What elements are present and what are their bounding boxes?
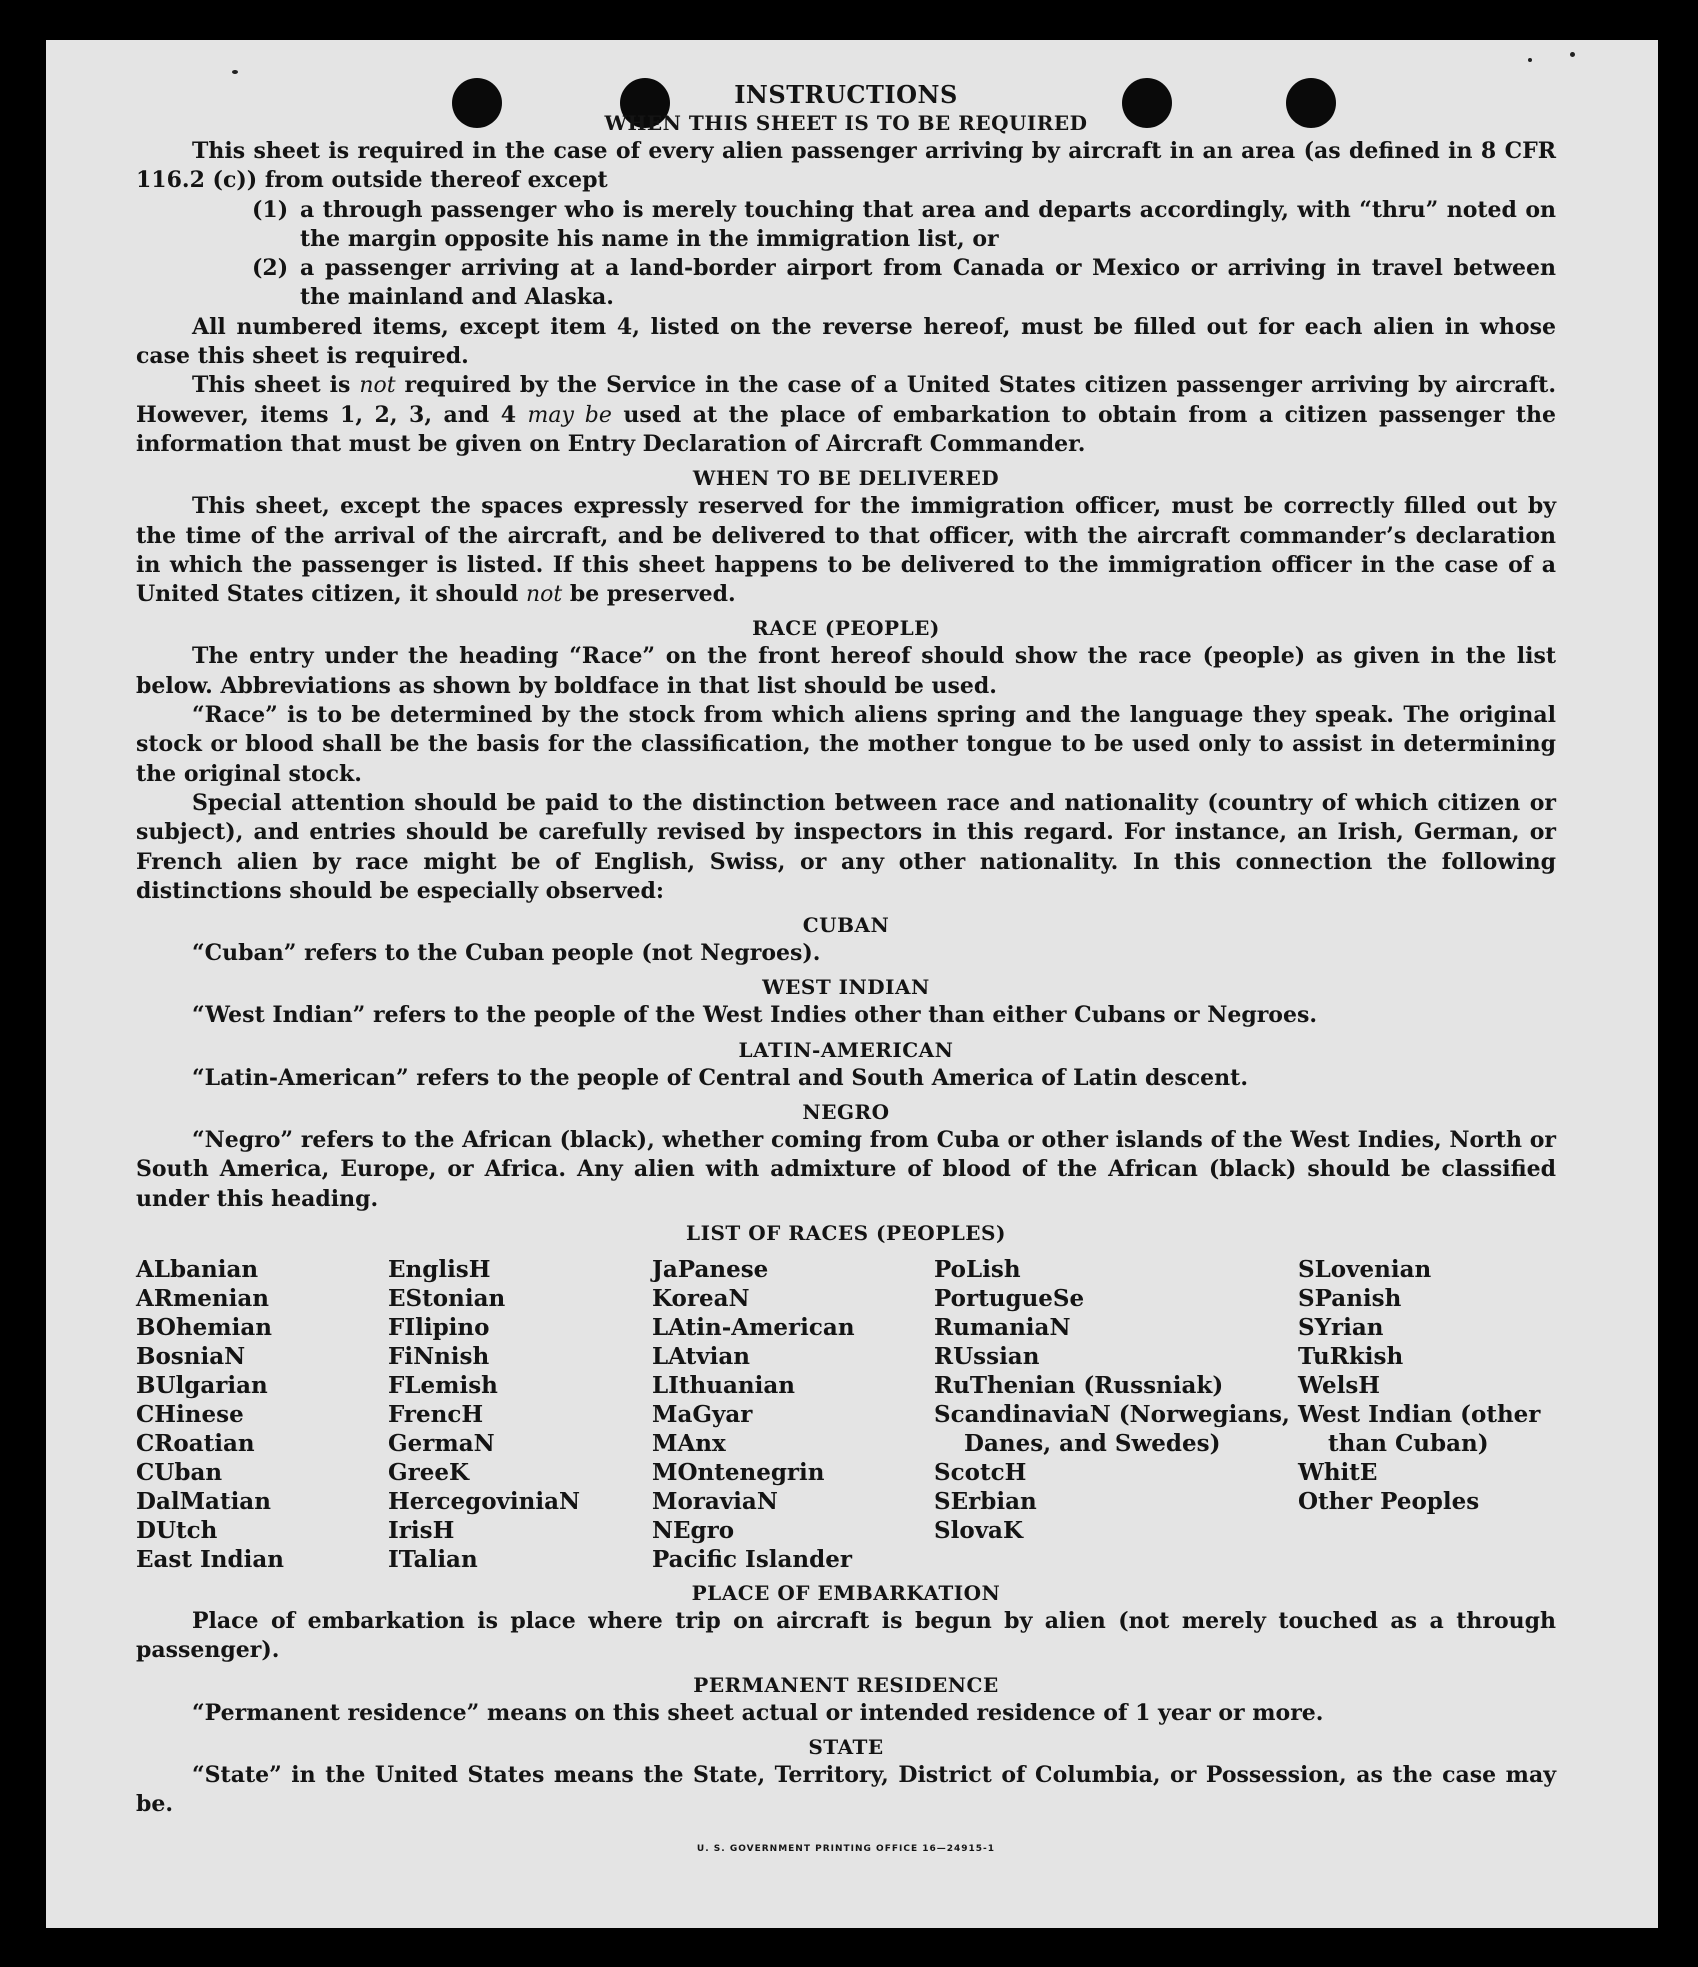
list-item: SLovenian: [1298, 1255, 1432, 1283]
delivered-text: This sheet, except the spaces expressly reserved for the immigration officer, must be correctly filled out by the time of the arrival of the aircraft, and be delivered to that officer, with the aircraft commander’s declaration in which the passenger is listed. If this sheet happens to be delivered to the immigration officer in the case of a United States citizen, it should not be preserved.: [136, 493, 1556, 608]
list-item: CHinese: [136, 1400, 244, 1428]
list-item: (1) a through passenger who is merely touching that area and departs accordingly, with “thru” noted on the margin opposite his name in the immigration list, or: [252, 196, 1556, 252]
list-item: MOntenegrin: [652, 1458, 825, 1486]
list-item: East Indian: [136, 1545, 284, 1573]
race-para1: The entry under the heading “Race” on the front hereof should show the race (people) as given in the list below. Abbreviations as shown by boldface in that list should be used.: [136, 643, 1556, 699]
residence-text: “Permanent residence” means on this sheet actual or intended residence of 1 year or more.: [192, 1699, 1324, 1726]
list-item: RUssian: [934, 1342, 1040, 1370]
section-heading-delivered: WHEN TO BE DELIVERED: [692, 466, 1000, 491]
list-item: LAtvian: [652, 1342, 750, 1370]
page-title: INSTRUCTIONS: [734, 80, 958, 109]
race-para2: “Race” is to be determined by the stock from which aliens spring and the language they speak. The original stock or blood shall be the basis for the classification, the mother tongue to be used only to assist in determining the original stock.: [136, 702, 1556, 787]
speck: [1570, 52, 1575, 57]
section-heading-residence: PERMANENT RESIDENCE: [693, 1672, 999, 1697]
races-column: [1298, 1255, 1556, 1574]
section-heading-west-indian: WEST INDIAN: [762, 975, 930, 1000]
list-item: West Indian (other than Cuban): [1298, 1400, 1541, 1457]
list-item: LIthuanian: [652, 1371, 795, 1399]
instructions-body: [136, 80, 1556, 1865]
west-indian-text: “West Indian” refers to the people of the West Indies other than either Cubans or Negroes.: [192, 1002, 1318, 1029]
section-heading-embarkation: PLACE OF EMBARKATION: [691, 1580, 1001, 1605]
list-item: GreeK: [388, 1458, 470, 1486]
list-item: DUtch: [136, 1516, 218, 1544]
races-column: [652, 1255, 934, 1574]
list-item: ITalian: [388, 1545, 478, 1573]
list-item: RuThenian (Russniak): [934, 1371, 1224, 1399]
list-item: GermaN: [388, 1429, 495, 1457]
list-item: EStonian: [388, 1284, 506, 1312]
list-item: ARmenian: [136, 1284, 270, 1312]
list-item: IrisH: [388, 1516, 455, 1544]
list-item: NEgro: [652, 1516, 735, 1544]
required-intro: This sheet is required in the case of every alien passenger arriving by aircraft in an area (as defined in 8 CFR 116.2 (c)) from outside thereof except: [136, 138, 1556, 194]
list-item: ALbanian: [136, 1255, 259, 1283]
document-page: [46, 40, 1658, 1928]
section-heading-required: WHEN THIS SHEET IS TO BE REQUIRED: [604, 111, 1088, 135]
races-column: [136, 1255, 388, 1574]
section-heading-list-of-races: LIST OF RACES (PEOPLES): [686, 1220, 1006, 1245]
list-item: FIlipino: [388, 1313, 490, 1341]
races-column: [388, 1255, 652, 1574]
list-item: MAnx: [652, 1429, 726, 1457]
list-item: FrencH: [388, 1400, 484, 1428]
list-item: DalMatian: [136, 1487, 271, 1515]
list-item: ScandinaviaN (Norwegians, Danes, and Swedes): [934, 1400, 1290, 1457]
list-item: JaPanese: [652, 1255, 769, 1283]
speck: [232, 70, 238, 74]
list-item: PortugueSe: [934, 1284, 1085, 1312]
list-item: BUlgarian: [136, 1371, 268, 1399]
list-item: FLemish: [388, 1371, 498, 1399]
list-item: LAtin-American: [652, 1313, 855, 1341]
list-item: FiNnish: [388, 1342, 490, 1370]
list-item: Other Peoples: [1298, 1487, 1480, 1515]
list-item: RumaniaN: [934, 1313, 1071, 1341]
section-heading-negro: NEGRO: [802, 1100, 890, 1125]
list-item: HercegoviniaN: [388, 1487, 581, 1515]
cuban-text: “Cuban” refers to the Cuban people (not Negroes).: [192, 940, 821, 967]
races-list: [136, 1255, 1556, 1574]
speck: [1528, 58, 1532, 62]
list-item: CUban: [136, 1458, 223, 1486]
list-item: WhitE: [1298, 1458, 1378, 1486]
state-text: “State” in the United States means the State, Territory, District of Columbia, or Possession, as the case may be.: [136, 1761, 1556, 1818]
section-heading-cuban: CUBAN: [802, 913, 890, 938]
list-item: TuRkish: [1298, 1342, 1404, 1370]
race-para3: Special attention should be paid to the distinction between race and nationality (country of which citizen or subject), and entries should be carefully revised by inspectors in this regard. For instance, an Irish, German, or French alien by race might be of English, Swiss, or any other nationality. In this connection the following distinctions should be especially observed:: [136, 789, 1556, 904]
list-item: BOhemian: [136, 1313, 272, 1341]
section-heading-state: STATE: [808, 1734, 884, 1759]
list-item: KoreaN: [652, 1284, 750, 1312]
list-item: Pacific Islander: [652, 1545, 852, 1573]
list-item: SlovaK: [934, 1516, 1023, 1544]
required-para3: This sheet is not required by the Service in the case of a United States citizen passenger arriving by aircraft. However, items 1, 2, 3, and 4 may be used at the place of embarkation to obtain from a citizen passenger the information that must be given on Entry Declaration of Aircraft Commander.: [136, 372, 1556, 457]
list-item: EnglisH: [388, 1255, 491, 1283]
required-para2: All numbered items, except item 4, listed on the reverse hereof, must be filled out for each alien in whose case this sheet is required.: [136, 313, 1556, 370]
latin-american-text: “Latin-American” refers to the people of Central and South America of Latin descent.: [192, 1064, 1248, 1091]
list-item: BosniaN: [136, 1342, 246, 1370]
list-item: SYrian: [1298, 1313, 1384, 1341]
embarkation-text: Place of embarkation is place where trip on aircraft is begun by alien (not merely touched as a through passenger).: [136, 1607, 1556, 1664]
list-item: MaGyar: [652, 1400, 753, 1428]
list-item: MoraviaN: [652, 1487, 778, 1515]
list-item: WelsH: [1298, 1371, 1381, 1399]
list-item: SErbian: [934, 1487, 1037, 1515]
list-item: SPanish: [1298, 1284, 1402, 1312]
list-item: PoLish: [934, 1255, 1021, 1283]
printer-imprint: U. S. GOVERNMENT PRINTING OFFICE 16—24915-1: [696, 1844, 996, 1855]
races-column: [934, 1255, 1298, 1574]
section-heading-latin-american: LATIN-AMERICAN: [738, 1037, 954, 1062]
list-item: ScotcH: [934, 1458, 1027, 1486]
section-heading-race: RACE (PEOPLE): [752, 616, 940, 641]
list-item: CRoatian: [136, 1429, 255, 1457]
list-item: (2) a passenger arriving at a land-border airport from Canada or Mexico or arriving in travel between the mainland and Alaska.: [252, 255, 1556, 311]
negro-text: “Negro” refers to the African (black), whether coming from Cuba or other islands of the West Indies, North or South America, Europe, or Africa. Any alien with admixture of blood of the African (black) should be classified under this heading.: [136, 1127, 1556, 1212]
